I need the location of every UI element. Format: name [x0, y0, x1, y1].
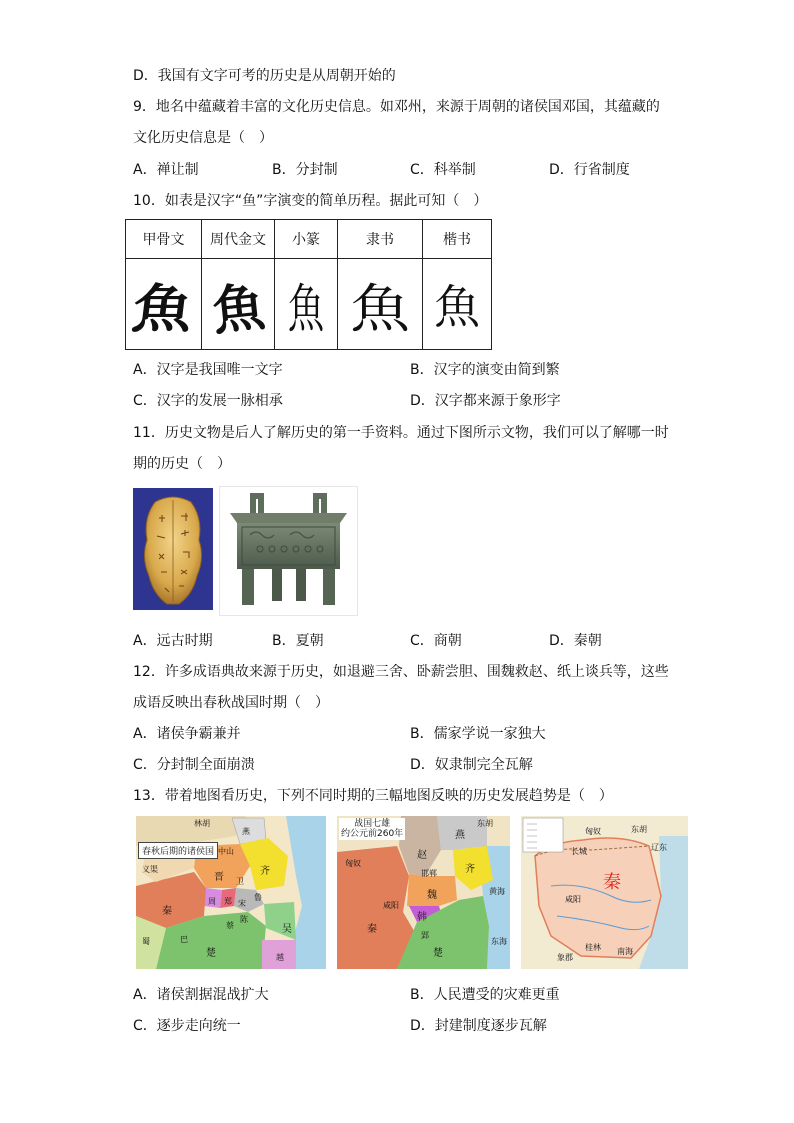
map3-label: 辽东: [651, 843, 667, 852]
seal-script-glyph: 魚: [275, 259, 338, 350]
q13-option-c: C．逐步走向统一: [133, 1018, 241, 1034]
q10-option-c: C．汉字的发展一脉相承: [133, 393, 283, 409]
q11-option-d: D．秦朝: [549, 633, 602, 649]
q13-option-d: D．封建制度逐步瓦解: [410, 1018, 547, 1034]
map1-label: 郑: [224, 897, 232, 906]
table-header: 小篆: [275, 220, 338, 259]
q12-option-c: C．分封制全面崩溃: [133, 757, 255, 773]
map1-label: 卫: [236, 877, 244, 886]
map1-label: 陈: [240, 915, 248, 924]
map3-label: 咸阳: [565, 895, 581, 904]
map3-label: 东胡: [631, 825, 647, 834]
q8-option-d: D．我国有文字可考的历史是从周朝开始的: [133, 68, 396, 84]
q9-option-c: C．科举制: [410, 162, 476, 178]
map1-label: 楚: [206, 948, 216, 959]
map2-label: 东胡: [477, 819, 493, 828]
map2-label: 黄海: [489, 887, 505, 896]
q11-option-b: B．夏朝: [272, 633, 324, 649]
map1-label: 林胡: [194, 819, 210, 828]
map2-label: 楚: [433, 948, 443, 959]
map2-label: 赵: [417, 850, 427, 861]
map1-label: 巴: [180, 935, 188, 944]
map2-label: 咸阳: [383, 901, 399, 910]
map2-label: 匈奴: [345, 859, 361, 868]
bronze-glyph: 魚: [202, 259, 275, 350]
map2-label: 秦: [367, 924, 377, 935]
map3-label: 匈奴: [585, 827, 601, 836]
table-header: 甲骨文: [126, 220, 202, 259]
oracle-bone-image: [133, 488, 213, 610]
q9-stem-line1: 9．地名中蕴藏着丰富的文化历史信息。如邓州，来源于周朝的诸侯国邓国，其蕴藏的: [133, 99, 660, 115]
q11-option-c: C．商朝: [410, 633, 462, 649]
spring-autumn-map: [136, 816, 326, 969]
map1-label: 晋: [214, 872, 224, 883]
map1-title: 春秋后期的诸侯国: [138, 842, 218, 859]
clerical-script-glyph: 魚: [338, 259, 423, 350]
map2-label: 邯郸: [421, 869, 437, 878]
map1-label: 义渠: [142, 865, 158, 874]
q9-stem-line2: 文化历史信息是（ ）: [133, 130, 273, 146]
map1-label: 周: [208, 897, 216, 906]
map2-title: [339, 818, 405, 840]
q9-option-b: B．分封制: [272, 162, 338, 178]
q10-option-b: B．汉字的演变由简到繁: [410, 362, 560, 378]
map2-title-line1: 战国七雄: [354, 819, 391, 829]
map1-label: 蜀: [142, 937, 150, 946]
table-header: 隶书: [338, 220, 423, 259]
map3-label: 桂林: [585, 943, 601, 952]
q9-option-d: D．行省制度: [549, 162, 630, 178]
q12-option-b: B．儒家学说一家独大: [410, 726, 546, 742]
map2-label: 燕: [455, 830, 465, 841]
q10-stem: 10．如表是汉字“鱼”字演变的简单历程。据此可知（ ）: [133, 193, 488, 209]
bronze-ding-drawing: [220, 487, 357, 615]
warring-states-map: [337, 816, 510, 969]
map1-label: 越: [276, 953, 284, 962]
q11-stem-line2: 期的历史（ ）: [133, 456, 231, 472]
bronze-ding-image: [219, 486, 358, 616]
map1-regions: [136, 816, 326, 969]
map1-label: 中山: [218, 847, 234, 856]
q12-option-d: D．奴隶制完全瓦解: [410, 757, 533, 773]
regular-script-glyph: 魚: [423, 259, 492, 350]
map2-label: 东海: [491, 937, 507, 946]
oracle-bone-drawing: [133, 488, 213, 610]
q13-option-a: A．诸侯割据混战扩大: [133, 987, 269, 1003]
map1-label: 宋: [238, 899, 246, 908]
map1-label: 秦: [162, 906, 172, 917]
table-header: 楷书: [423, 220, 492, 259]
map2-title-line2: 约公元前260年: [341, 829, 404, 839]
q9-option-a: A．禅让制: [133, 162, 199, 178]
map3-qin-label: 秦: [603, 872, 621, 893]
q12-stem-line1: 12．许多成语典故来源于历史，如退避三舍、卧薪尝胆、围魏救赵、纸上谈兵等，这些: [133, 664, 669, 680]
map1-label: 鲁: [254, 893, 262, 902]
q11-option-a: A．远古时期: [133, 633, 213, 649]
map1-label: 燕: [242, 827, 250, 836]
map2-label: 齐: [465, 864, 475, 875]
map1-label: 齐: [260, 866, 270, 877]
oracle-bone-glyph: 魚: [126, 259, 202, 350]
map3-label: 象郡: [557, 953, 573, 962]
map3-label: 长城: [571, 847, 587, 856]
q10-option-d: D．汉字都来源于象形字: [410, 393, 561, 409]
map2-label: 魏: [427, 890, 437, 901]
map2-label: 郢: [421, 931, 429, 940]
map2-label: 韩: [417, 912, 427, 923]
q12-option-a: A．诸侯争霸兼并: [133, 726, 241, 742]
map3-label: 南海: [617, 947, 633, 956]
qin-dynasty-map: [521, 816, 688, 969]
q12-stem-line2: 成语反映出春秋战国时期（ ）: [133, 695, 329, 711]
q13-option-b: B．人民遭受的灾难更重: [410, 987, 560, 1003]
map1-label: 吴: [282, 924, 292, 935]
q10-option-a: A．汉字是我国唯一文字: [133, 362, 283, 378]
q13-stem: 13．带着地图看历史，下列不同时期的三幅地图反映的历史发展趋势是（ ）: [133, 788, 613, 804]
character-evolution-table: [125, 219, 492, 350]
q11-stem-line1: 11．历史文物是后人了解历史的第一手资料。通过下图所示文物，我们可以了解哪一时: [133, 425, 669, 441]
map1-label: 蔡: [226, 921, 234, 930]
table-header: 周代金文: [202, 220, 275, 259]
